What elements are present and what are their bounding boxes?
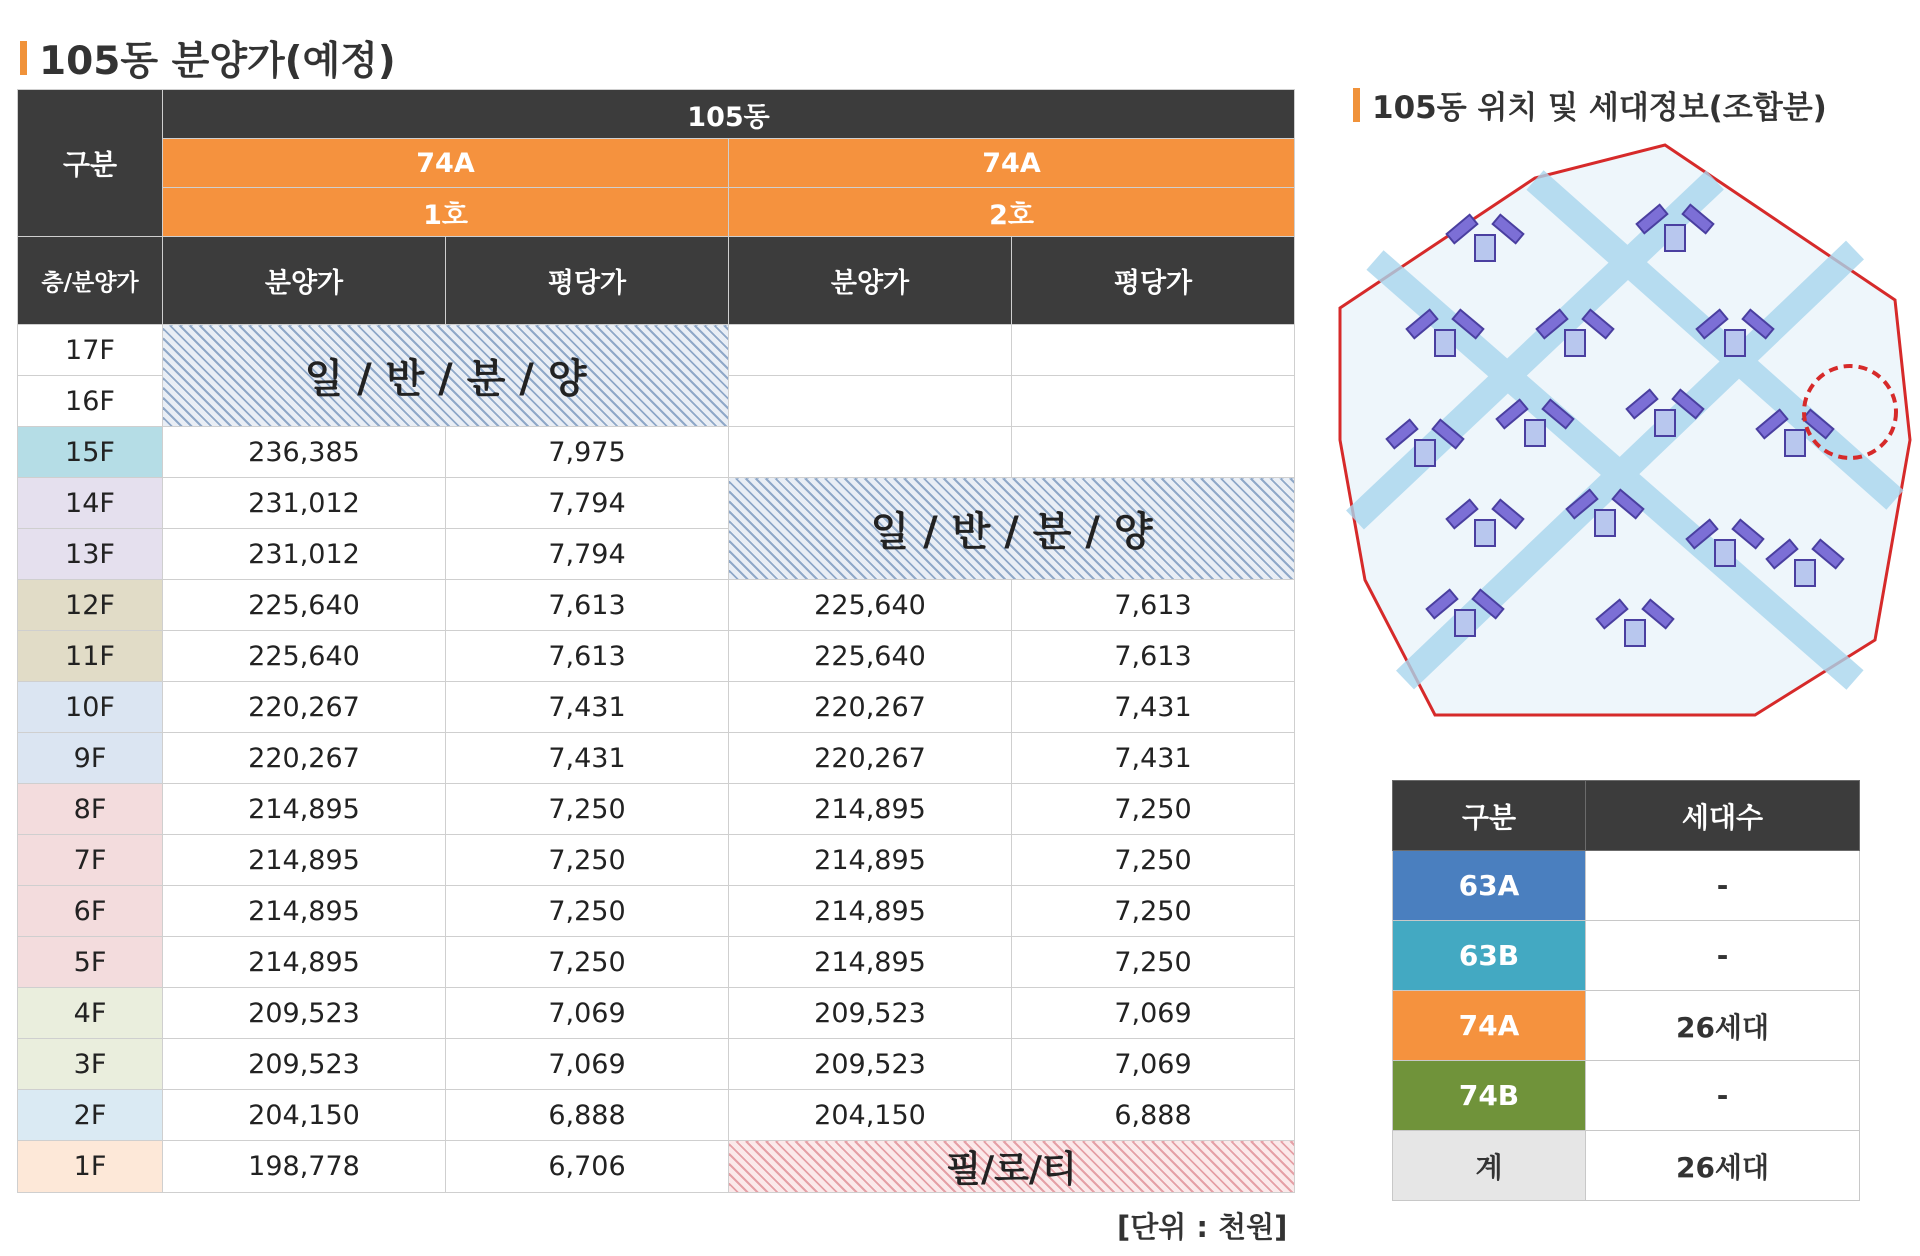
unit-count-table bbox=[1392, 780, 1860, 1201]
floor-label: 17F bbox=[18, 325, 163, 376]
pyeong-price-cell: 7,431 bbox=[1012, 682, 1295, 733]
floor-label: 16F bbox=[18, 376, 163, 427]
sale-price-cell: 214,895 bbox=[163, 937, 446, 988]
floor-label: 1F bbox=[18, 1141, 163, 1193]
unit-count: - bbox=[1586, 1061, 1860, 1131]
sale-price-cell: 214,895 bbox=[163, 835, 446, 886]
unit-row bbox=[1393, 1131, 1860, 1201]
type-header-1: 74A bbox=[163, 139, 729, 188]
floor-label: 6F bbox=[18, 886, 163, 937]
piloti-cell: 필/로/티 bbox=[729, 1141, 1295, 1193]
pyeong-price-cell: 6,888 bbox=[446, 1090, 729, 1141]
unit-type: 계 bbox=[1393, 1131, 1586, 1201]
table-row bbox=[18, 988, 1295, 1039]
pyeong-price-cell: 6,706 bbox=[446, 1141, 729, 1193]
unit-count: - bbox=[1586, 921, 1860, 991]
pyeong-header-1: 평당가 bbox=[446, 237, 729, 325]
pyeong-price-cell: 7,069 bbox=[1012, 988, 1295, 1039]
floor-label: 15F bbox=[18, 427, 163, 478]
sale-price-cell: 236,385 bbox=[163, 427, 446, 478]
sale-price-cell: 214,895 bbox=[729, 835, 1012, 886]
pyeong-price-cell: 7,431 bbox=[1012, 733, 1295, 784]
general-sale-unit1: 일 / 반 / 분 / 양 bbox=[163, 325, 729, 427]
building-header: 105동 bbox=[163, 90, 1295, 139]
floor-label: 2F bbox=[18, 1090, 163, 1141]
table-row bbox=[18, 733, 1295, 784]
pyeong-price-cell: 7,613 bbox=[446, 580, 729, 631]
sale-price-cell: 220,267 bbox=[163, 682, 446, 733]
sale-price-cell: 214,895 bbox=[729, 886, 1012, 937]
type-header-2: 74A bbox=[729, 139, 1295, 188]
table-row bbox=[18, 1039, 1295, 1090]
unit-count-header: 세대수 bbox=[1586, 781, 1860, 851]
sale-price-cell: 214,895 bbox=[163, 886, 446, 937]
sale-price-cell: 209,523 bbox=[729, 988, 1012, 1039]
sale-price-cell: 209,523 bbox=[163, 1039, 446, 1090]
sale-price-cell: 231,012 bbox=[163, 529, 446, 580]
table-row bbox=[18, 580, 1295, 631]
pyeong-price-cell: 7,613 bbox=[1012, 580, 1295, 631]
sale-price-cell: 231,012 bbox=[163, 478, 446, 529]
floor-label: 13F bbox=[18, 529, 163, 580]
unit-type: 63B bbox=[1393, 921, 1586, 991]
sale-price-cell: 225,640 bbox=[729, 580, 1012, 631]
unit-count: 26세대 bbox=[1586, 1131, 1860, 1201]
unit-type: 74A bbox=[1393, 991, 1586, 1061]
price-header-1: 분양가 bbox=[163, 237, 446, 325]
sale-price-cell: 220,267 bbox=[729, 733, 1012, 784]
pyeong-price-cell: 7,250 bbox=[1012, 835, 1295, 886]
unit-row bbox=[1393, 851, 1860, 921]
sale-price-cell: 225,640 bbox=[729, 631, 1012, 682]
table-row bbox=[18, 886, 1295, 937]
sale-price-cell bbox=[729, 376, 1012, 427]
pyeong-price-cell: 7,069 bbox=[446, 988, 729, 1039]
unit-type: 74B bbox=[1393, 1061, 1586, 1131]
table-row bbox=[18, 325, 1295, 376]
pyeong-price-cell bbox=[1012, 325, 1295, 376]
pyeong-price-cell: 7,613 bbox=[1012, 631, 1295, 682]
pyeong-price-cell: 7,250 bbox=[446, 835, 729, 886]
table-row bbox=[18, 682, 1295, 733]
pyeong-price-cell: 6,888 bbox=[1012, 1090, 1295, 1141]
sale-price-cell: 198,778 bbox=[163, 1141, 446, 1193]
floor-label: 7F bbox=[18, 835, 163, 886]
general-sale-unit2: 일 / 반 / 분 / 양 bbox=[729, 478, 1295, 580]
sale-price-cell: 225,640 bbox=[163, 580, 446, 631]
pyeong-price-cell: 7,069 bbox=[1012, 1039, 1295, 1090]
unit-type-header: 구분 bbox=[1393, 781, 1586, 851]
pyeong-price-cell: 7,250 bbox=[1012, 937, 1295, 988]
table-row bbox=[18, 631, 1295, 682]
unit-header-1: 1호 bbox=[163, 188, 729, 237]
sale-price-cell: 214,895 bbox=[163, 784, 446, 835]
pyeong-price-cell: 7,794 bbox=[446, 529, 729, 580]
price-header-2: 분양가 bbox=[729, 237, 1012, 325]
page-title-text: 105동 분양가(예정) bbox=[39, 39, 396, 84]
floor-label: 9F bbox=[18, 733, 163, 784]
unit-count: 26세대 bbox=[1586, 991, 1860, 1061]
floor-label: 10F bbox=[18, 682, 163, 733]
floor-label: 11F bbox=[18, 631, 163, 682]
floor-label: 5F bbox=[18, 937, 163, 988]
unit-type: 63A bbox=[1393, 851, 1586, 921]
sale-price-cell: 214,895 bbox=[729, 784, 1012, 835]
sale-price-cell: 204,150 bbox=[729, 1090, 1012, 1141]
pyeong-price-cell: 7,794 bbox=[446, 478, 729, 529]
pyeong-price-cell: 7,250 bbox=[446, 886, 729, 937]
pyeong-price-cell: 7,431 bbox=[446, 682, 729, 733]
floor-label: 4F bbox=[18, 988, 163, 1039]
unit-header-2: 2호 bbox=[729, 188, 1295, 237]
floor-label: 3F bbox=[18, 1039, 163, 1090]
sale-price-cell: 220,267 bbox=[163, 733, 446, 784]
pyeong-price-cell: 7,069 bbox=[446, 1039, 729, 1090]
page-title bbox=[20, 30, 396, 86]
title-accent-bar bbox=[20, 41, 27, 75]
pyeong-price-cell: 7,250 bbox=[446, 784, 729, 835]
floor-label: 12F bbox=[18, 580, 163, 631]
pyeong-price-cell bbox=[1012, 427, 1295, 478]
site-map-image bbox=[1335, 140, 1920, 730]
price-table bbox=[17, 89, 1295, 1193]
sale-price-cell: 214,895 bbox=[729, 937, 1012, 988]
sale-price-cell: 225,640 bbox=[163, 631, 446, 682]
unit-row bbox=[1393, 991, 1860, 1061]
sale-price-cell: 209,523 bbox=[729, 1039, 1012, 1090]
sale-price-cell: 209,523 bbox=[163, 988, 446, 1039]
table-row bbox=[18, 478, 1295, 529]
pyeong-price-cell: 7,975 bbox=[446, 427, 729, 478]
table-row bbox=[18, 937, 1295, 988]
table-row bbox=[18, 835, 1295, 886]
pyeong-price-cell: 7,250 bbox=[1012, 784, 1295, 835]
sale-price-cell bbox=[729, 427, 1012, 478]
sale-price-cell: 204,150 bbox=[163, 1090, 446, 1141]
corner-header: 구분 bbox=[18, 90, 163, 237]
table-row bbox=[18, 1141, 1295, 1193]
title-accent-bar bbox=[1353, 88, 1360, 122]
sale-price-cell: 220,267 bbox=[729, 682, 1012, 733]
unit-count: - bbox=[1586, 851, 1860, 921]
pyeong-price-cell: 7,613 bbox=[446, 631, 729, 682]
pyeong-header-2: 평당가 bbox=[1012, 237, 1295, 325]
pyeong-price-cell: 7,250 bbox=[446, 937, 729, 988]
section-title bbox=[1353, 82, 1827, 127]
table-row bbox=[18, 784, 1295, 835]
pyeong-price-cell: 7,431 bbox=[446, 733, 729, 784]
pyeong-price-cell bbox=[1012, 376, 1295, 427]
floor-label: 14F bbox=[18, 478, 163, 529]
sale-price-cell bbox=[729, 325, 1012, 376]
table-row bbox=[18, 1090, 1295, 1141]
unit-row bbox=[1393, 1061, 1860, 1131]
unit-note: [단위 : 천원] bbox=[1117, 1210, 1288, 1244]
floor-header: 층/분양가 bbox=[18, 237, 163, 325]
unit-row bbox=[1393, 921, 1860, 991]
floor-label: 8F bbox=[18, 784, 163, 835]
table-row bbox=[18, 427, 1295, 478]
pyeong-price-cell: 7,250 bbox=[1012, 886, 1295, 937]
section-title-text: 105동 위치 및 세대정보(조합분) bbox=[1372, 90, 1827, 126]
